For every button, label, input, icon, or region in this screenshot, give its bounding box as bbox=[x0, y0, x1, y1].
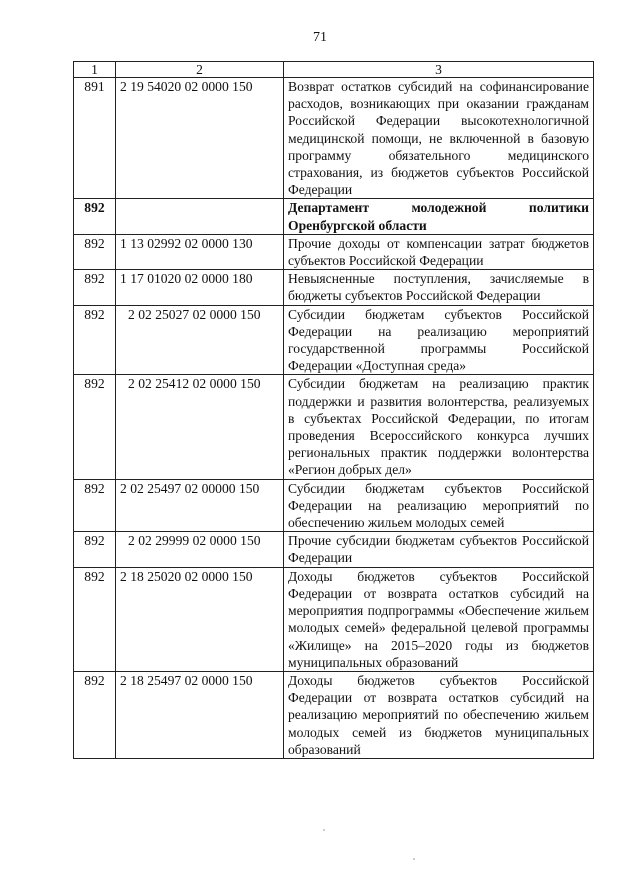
income-code-cell: 2 02 25027 02 0000 150 bbox=[116, 305, 284, 375]
description-cell: Субсидии бюджетам субъектов Российской Федерации на реализацию мероприятий по обеспечению жильем молодых семей bbox=[284, 479, 594, 532]
admin-code-cell: 892 bbox=[74, 567, 116, 671]
table-header-row bbox=[74, 62, 594, 78]
admin-code-cell: 891 bbox=[74, 78, 116, 199]
table-row bbox=[74, 479, 594, 532]
description-cell: Субсидии бюджетам на реализацию практик поддержки и развития волонтерства, реализуемых в субъектах Российской Федерации, по итогам проведения Всероссийского конкурса лучших региональных практик поддержки волонтерства «Регион добрых дел» bbox=[284, 375, 594, 479]
admin-code-cell: 892 bbox=[74, 671, 116, 758]
income-code-cell: 2 18 25497 02 0000 150 bbox=[116, 671, 284, 758]
income-code-cell: 2 02 25497 02 00000 150 bbox=[116, 479, 284, 532]
admin-code-cell: 892 bbox=[74, 234, 116, 269]
column-header-1: 1 bbox=[74, 62, 116, 78]
income-code-cell: 1 17 01020 02 0000 180 bbox=[116, 270, 284, 305]
income-code-cell: 2 19 54020 02 0000 150 bbox=[116, 78, 284, 199]
income-code-cell: 2 18 25020 02 0000 150 bbox=[116, 567, 284, 671]
admin-code-cell: 892 bbox=[74, 199, 116, 234]
admin-code-cell: 892 bbox=[74, 532, 116, 567]
table-row bbox=[74, 532, 594, 567]
admin-code-cell: 892 bbox=[74, 305, 116, 375]
admin-code-cell: 892 bbox=[74, 270, 116, 305]
table-row bbox=[74, 671, 594, 758]
description-cell: Прочие субсидии бюджетам субъектов Российской Федерации bbox=[284, 532, 594, 567]
table-row bbox=[74, 375, 594, 479]
admin-code-cell: 892 bbox=[74, 375, 116, 479]
income-code-cell: 2 02 25412 02 0000 150 bbox=[116, 375, 284, 479]
scan-speck bbox=[413, 858, 415, 860]
table-row bbox=[74, 567, 594, 671]
page-number: 71 bbox=[313, 30, 327, 45]
description-cell: Субсидии бюджетам субъектов Российской Федерации на реализацию мероприятий государственной программы Российской Федерации «Доступная среда» bbox=[284, 305, 594, 375]
column-header-2: 2 bbox=[116, 62, 284, 78]
department-name-cell: Департамент молодежной политики Оренбургской области bbox=[284, 199, 594, 234]
table-row bbox=[74, 234, 594, 269]
scan-speck bbox=[323, 829, 325, 831]
description-cell: Доходы бюджетов субъектов Российской Федерации от возврата остатков субсидий на реализацию мероприятий по обеспечению жильем молодых семей из бюджетов муниципальных образований bbox=[284, 671, 594, 758]
description-cell: Возврат остатков субсидий на софинансирование расходов, возникающих при оказании гражданам Российской Федерации высокотехнологичной медицинской помощи, не включенной в базовую программу обязательного медицинского страхования, из бюджетов субъектов Российской Федерации bbox=[284, 78, 594, 199]
income-code-cell: 1 13 02992 02 0000 130 bbox=[116, 234, 284, 269]
description-cell: Невыясненные поступления, зачисляемые в бюджеты субъектов Российской Федерации bbox=[284, 270, 594, 305]
income-code-cell bbox=[116, 199, 284, 234]
department-row bbox=[74, 199, 594, 234]
table-row bbox=[74, 305, 594, 375]
income-code-cell: 2 02 29999 02 0000 150 bbox=[116, 532, 284, 567]
table-row bbox=[74, 78, 594, 199]
description-cell: Доходы бюджетов субъектов Российской Федерации от возврата остатков субсидий на мероприятия подпрограммы «Обеспечение жильем молодых семей» федеральной целевой программы «Жилище» на 2015–2020 годы из бюджетов муниципальных образований bbox=[284, 567, 594, 671]
admin-code-cell: 892 bbox=[74, 479, 116, 532]
column-header-3: 3 bbox=[284, 62, 594, 78]
description-cell: Прочие доходы от компенсации затрат бюджетов субъектов Российской Федерации bbox=[284, 234, 594, 269]
budget-classification-table bbox=[73, 61, 594, 759]
table-row bbox=[74, 270, 594, 305]
